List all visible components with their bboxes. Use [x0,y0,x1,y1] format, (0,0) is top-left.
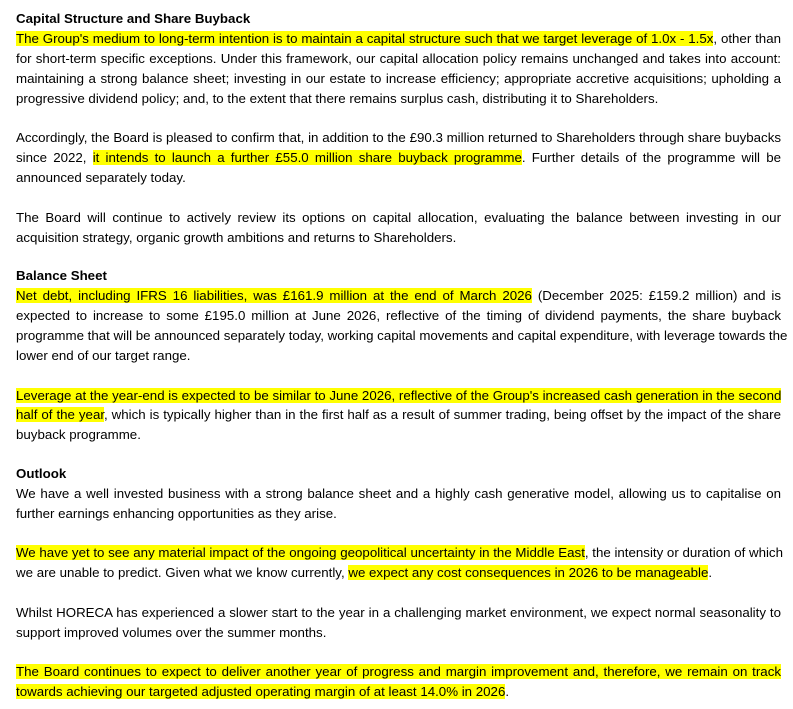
paragraph-line [16,563,712,583]
paragraph-line [16,405,781,425]
text-span: . [708,565,713,580]
paragraph-line: for short-term specific exceptions. Under this framework, our capital allocation policy remains unchanged and takes into account: [16,51,781,66]
highlighted-text: towards achieving our targeted adjusted operating margin of at least 14.0% in 2026 [16,684,506,699]
paragraph-line: announced separately today. [16,170,186,185]
text-span: since 2022, [16,150,93,165]
text-span: , the intensity or duration of which [584,545,783,560]
paragraph-line [16,286,781,306]
section-heading-balance-sheet: Balance Sheet [16,268,107,283]
highlighted-text: The Board continues to expect to deliver another year of progress and margin improvement and, therefore, we remain on track [16,664,781,679]
paragraph-line: maintaining a strong balance sheet; investing in our estate to increase efficiency; appropriate accretive acquisitions; upholding a [16,71,781,86]
paragraph-line: Whilst HORECA has experienced a slower start to the year in a challenging market environment, we expect normal seasonality to [16,605,781,620]
paragraph-line: expected to increase to some £195.0 million at June 2026, reflective of the timing of dividend payments, the share buyback [16,308,781,323]
highlighted-text: we expect any cost consequences in 2026 to be manageable [348,565,709,580]
paragraph-line: further earnings enhancing opportunities as they arise. [16,506,337,521]
paragraph-line [16,29,781,49]
paragraph-line [16,662,781,682]
paragraph-line: progressive dividend policy; and, to the extent that there remains surplus cash, distributing it to Shareholders. [16,91,659,106]
paragraph-line: The Board will continue to actively review its options on capital allocation, evaluating the balance between investing in our [16,210,781,225]
text-span: . [505,684,510,699]
paragraph-line [16,386,781,406]
paragraph-line: lower end of our target range. [16,348,191,363]
paragraph-line: buyback programme. [16,427,141,442]
paragraph-line [16,148,781,168]
highlighted-text: The Group's medium to long-term intention is to maintain a capital structure such that we target leverage of 1.0x - 1.5x [16,31,714,46]
paragraph-line: Accordingly, the Board is pleased to confirm that, in addition to the £90.3 million returned to Shareholders through share buybacks [16,130,781,145]
section-heading-capital-structure: Capital Structure and Share Buyback [16,11,251,26]
text-span: we are unable to predict. Given what we know currently, [16,565,349,580]
paragraph-line: We have a well invested business with a strong balance sheet and a highly cash generative model, allowing us to capitalise on [16,486,781,501]
highlighted-text: Net debt, including IFRS 16 liabilities, was £161.9 million at the end of March 2026 [16,288,532,303]
text-span: . Further details of the programme will be [521,150,781,165]
highlighted-text: it intends to launch a further £55.0 million share buyback programme [92,150,522,165]
text-span: (December 2025: £159.2 million) and is [531,288,781,303]
highlighted-text: half of the year [16,407,105,422]
paragraph-line: acquisition strategy, organic growth ambitions and returns to Shareholders. [16,230,457,245]
highlighted-text: Leverage at the year-end is expected to be similar to June 2026, reflective of the Group's increased cash generation in the second [16,388,782,403]
paragraph-line [16,543,781,563]
text-span: , other than [713,31,781,46]
paragraph-line: programme that will be announced separately today, working capital movements and capital expenditure, with leverage towards the [16,328,788,343]
section-heading-outlook: Outlook [16,466,67,481]
paragraph-line [16,682,509,702]
text-span: , which is typically higher than in the first half as a result of summer trading, being offset by the impact of the share [104,407,781,422]
highlighted-text: We have yet to see any material impact of the ongoing geopolitical uncertainty in the Middle East [16,545,585,560]
paragraph-line: support improved volumes over the summer months. [16,625,327,640]
